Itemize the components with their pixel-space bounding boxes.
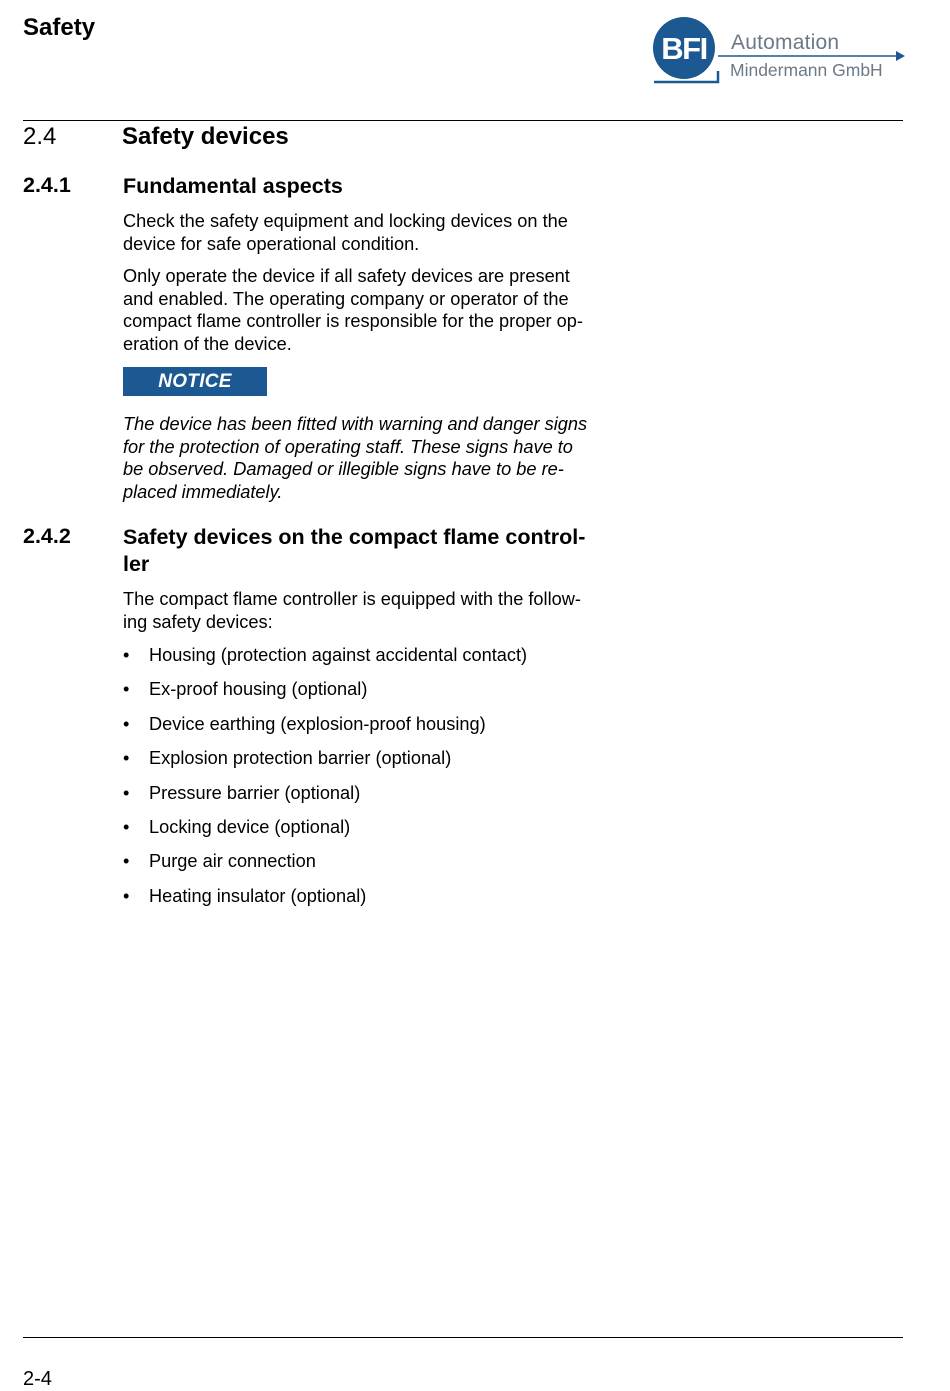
list-item-text: Ex-proof housing (optional) bbox=[149, 679, 368, 700]
paragraph-check-equipment bbox=[123, 210, 628, 255]
notice-text bbox=[123, 413, 628, 503]
page-header-title: Safety bbox=[23, 14, 96, 41]
bullet-icon: • bbox=[123, 748, 130, 769]
text-line: Check the safety equipment and locking devices on the bbox=[123, 211, 568, 231]
header-divider bbox=[23, 120, 903, 121]
bullet-icon: • bbox=[123, 851, 130, 872]
text-line: device for safe operational condition. bbox=[123, 233, 420, 254]
text-line: placed immediately. bbox=[123, 481, 283, 502]
subsection-number-2-4-1: 2.4.1 bbox=[23, 173, 71, 197]
list-item-text: Pressure barrier (optional) bbox=[149, 782, 361, 803]
list-item-text: Heating insulator (optional) bbox=[149, 885, 367, 906]
text-line: ing safety devices: bbox=[123, 611, 273, 632]
subsection-number-2-4-2: 2.4.2 bbox=[23, 524, 71, 548]
bullet-icon: • bbox=[123, 679, 130, 700]
text-line: and enabled. The operating company or operator of the bbox=[123, 288, 569, 309]
list-item bbox=[123, 678, 527, 712]
text-line: eration of the device. bbox=[123, 333, 292, 354]
list-item-text: Explosion protection barrier (optional) bbox=[149, 748, 452, 769]
text-line: be observed. Damaged or illegible signs have to be re- bbox=[123, 459, 564, 479]
list-item-text: Device earthing (explosion-proof housing) bbox=[149, 713, 486, 734]
list-item bbox=[123, 782, 527, 816]
text-line: The compact flame controller is equipped with the follow- bbox=[123, 589, 581, 609]
title-line: Safety devices on the compact flame control- bbox=[123, 525, 586, 549]
bullet-icon: • bbox=[123, 645, 130, 665]
logo-text-automation: Automation bbox=[731, 31, 840, 54]
list-item-text: Housing (protection against accidental contact) bbox=[149, 645, 528, 665]
text-line: compact flame controller is responsible for the proper op- bbox=[123, 311, 583, 331]
section-title: Safety devices bbox=[122, 123, 289, 150]
footer-divider bbox=[23, 1337, 903, 1338]
bullet-icon: • bbox=[123, 816, 130, 837]
paragraph-operate-device bbox=[123, 265, 628, 355]
list-item-text: Purge air connection bbox=[149, 851, 316, 872]
subsection-title-2-4-1: Fundamental aspects bbox=[123, 174, 343, 198]
section-number: 2.4 bbox=[23, 123, 57, 150]
notice-badge: NOTICE bbox=[123, 367, 267, 396]
svg-text:BFI: BFI bbox=[661, 31, 707, 66]
text-line: Only operate the device if all safety devices are present bbox=[123, 266, 570, 286]
bullet-icon: • bbox=[123, 713, 130, 734]
list-item bbox=[123, 885, 527, 919]
bullet-icon: • bbox=[123, 885, 130, 906]
bullet-icon: • bbox=[123, 782, 130, 803]
list-item-text: Locking device (optional) bbox=[149, 816, 351, 837]
list-item bbox=[123, 850, 527, 884]
text-line: for the protection of operating staff. These signs have to bbox=[123, 436, 573, 457]
paragraph-equipped-with bbox=[123, 588, 628, 633]
list-item bbox=[123, 747, 527, 781]
logo-text-company: Mindermann GmbH bbox=[730, 60, 883, 80]
title-line: ler bbox=[123, 552, 150, 576]
text-line: The device has been fitted with warning and danger signs bbox=[123, 414, 588, 434]
list-item bbox=[123, 713, 527, 747]
list-item bbox=[123, 644, 527, 678]
list-item bbox=[123, 816, 527, 850]
page-number: 2-4 bbox=[23, 1368, 52, 1390]
safety-devices-list bbox=[123, 644, 527, 919]
subsection-title-2-4-2 bbox=[123, 524, 633, 578]
